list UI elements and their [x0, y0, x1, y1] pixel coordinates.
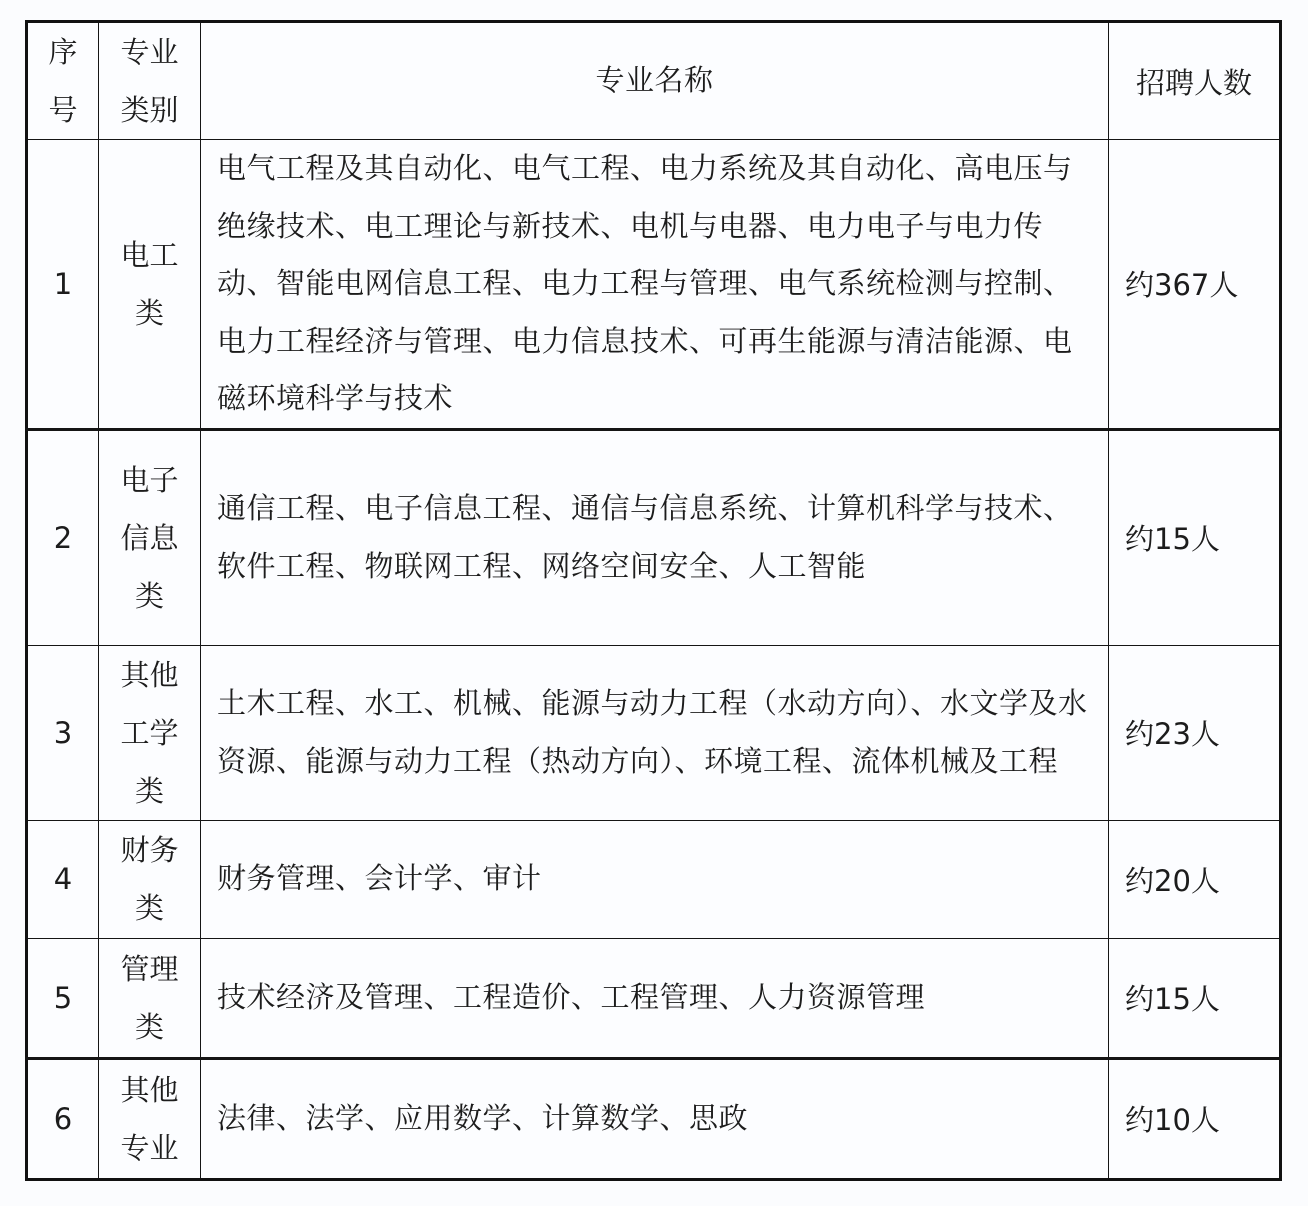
table-row: [27, 140, 1281, 430]
serial-no-cell: 6: [27, 1058, 99, 1179]
table-row: [27, 1058, 1281, 1179]
recruitment-table: [25, 20, 1282, 1181]
headcount-cell: 约10人: [1109, 1058, 1281, 1179]
header-serial-no: 序号: [27, 22, 99, 140]
serial-no-cell: 2: [27, 429, 99, 645]
headcount-cell: 约20人: [1109, 820, 1281, 938]
serial-no-cell: 4: [27, 820, 99, 938]
major-names-cell: 通信工程、电子信息工程、通信与信息系统、计算机科学与技术、软件工程、物联网工程、网络空间安全、人工智能: [201, 429, 1109, 645]
category-cell: 其他工学类: [99, 645, 201, 820]
table-row: [27, 645, 1281, 820]
table-row: [27, 820, 1281, 938]
serial-no-cell: 3: [27, 645, 99, 820]
header-headcount: 招聘人数: [1109, 22, 1281, 140]
category-cell: 电子信息类: [99, 429, 201, 645]
header-category: 专业类别: [99, 22, 201, 140]
major-names-cell: 法律、法学、应用数学、计算数学、思政: [201, 1058, 1109, 1179]
serial-no-cell: 5: [27, 938, 99, 1058]
category-cell: 财务类: [99, 820, 201, 938]
category-cell: 其他专业: [99, 1058, 201, 1179]
category-cell: 电工类: [99, 140, 201, 430]
major-names-cell: 电气工程及其自动化、电气工程、电力系统及其自动化、高电压与绝缘技术、电工理论与新技术、电机与电器、电力电子与电力传动、智能电网信息工程、电力工程与管理、电气系统检测与控制、电力工程经济与管理、电力信息技术、可再生能源与清洁能源、电磁环境科学与技术: [201, 140, 1109, 430]
category-cell: 管理类: [99, 938, 201, 1058]
headcount-cell: 约15人: [1109, 938, 1281, 1058]
serial-no-cell: 1: [27, 140, 99, 430]
header-row: [27, 22, 1281, 140]
headcount-cell: 约23人: [1109, 645, 1281, 820]
major-names-cell: 技术经济及管理、工程造价、工程管理、人力资源管理: [201, 938, 1109, 1058]
major-names-cell: 土木工程、水工、机械、能源与动力工程（水动方向）、水文学及水资源、能源与动力工程（热动方向）、环境工程、流体机械及工程: [201, 645, 1109, 820]
table-row: [27, 938, 1281, 1058]
headcount-cell: 约367人: [1109, 140, 1281, 430]
table-row: [27, 429, 1281, 645]
major-names-cell: 财务管理、会计学、审计: [201, 820, 1109, 938]
header-major-names: 专业名称: [201, 22, 1109, 140]
headcount-cell: 约15人: [1109, 429, 1281, 645]
